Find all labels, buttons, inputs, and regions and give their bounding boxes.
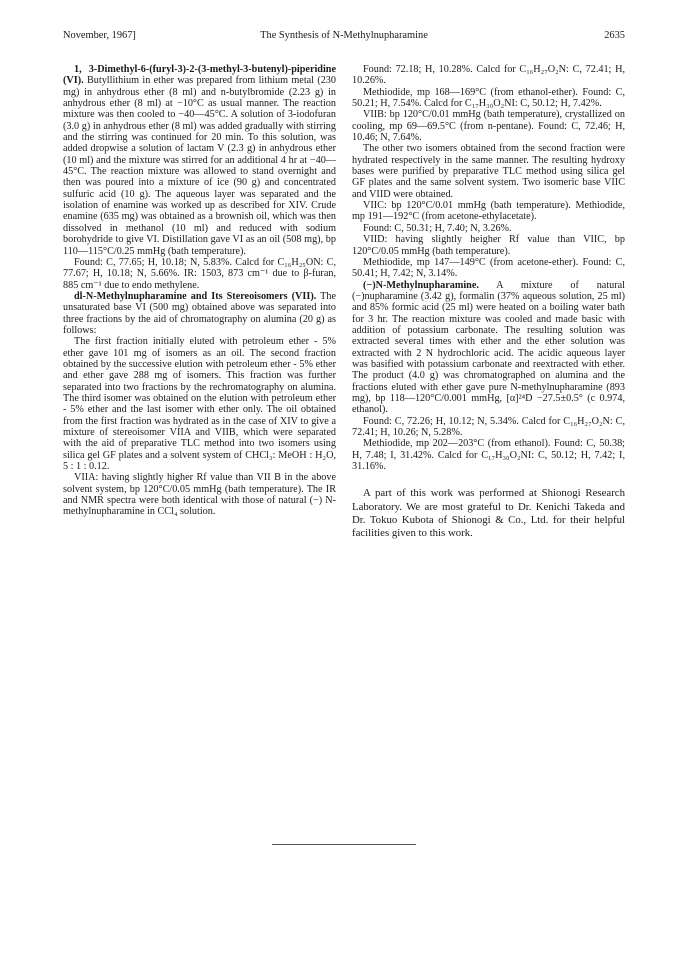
paragraph-text: The unsaturated base VI (500 mg) obtained above was separated into three fractions by the aid of chromatography on alumina (20 g) as follows: <box>63 290 337 336</box>
paragraph: VIIB: bp 120°C/0.01 mmHg (bath temperature), crystallized on cooling, mp 69—69.5°C (from n-pentane). Found: C, 72.46; H, 10.46; N, 7.64%. <box>352 109 625 144</box>
paragraph: Methiodide, mp 202—203°C (from ethanol). Found: C, 50.38; H, 7.48; I, 31.42%. Calcd for C₁₇H₃₀O₂NI: C, 50.12; H, 7.42; I, 31.16%. <box>352 438 625 473</box>
section-heading: (−)N-Methylnupharamine. <box>363 279 479 291</box>
header-date: November, 1967] <box>63 30 136 41</box>
paragraph: Found: 72.18; H, 10.28%. Calcd for C₁₆H₂₇O₂N: C, 72.41; H, 10.26%. <box>352 64 625 87</box>
paragraph-text: A mixture of natural (−)nupharamine (3.42 g), formalin (37% aqueous solution, 25 ml) and 85% formic acid (25 ml) were heated on a boiling water bath for 3 hr. The reaction mixture was cooled and made basic with addition of potassium carbonate. The resulting solution was extracted several times with ether and the ether solution was extracted with 2 N hydrochloric acid. The acidic aqueous layer was basified with potassium carbonate and reextracted with ether. The product (4.0 g) was chromatographed on alumina and the fractions eluted with ether gave pure N-methylnupharamine (893 mg), bp 118—120°C/0.001 mmHg, [α]²⁴D −27.5±0.5° (c 0.974, ethanol). <box>352 279 625 416</box>
section-paragraph <box>63 64 336 257</box>
left-column <box>63 64 336 518</box>
acknowledgement: A part of this work was performed at Shionogi Research Laboratory. We are most grateful to Dr. Kenichi Takeda and Dr. Tokuo Kubota of Shionogi & Co., Ltd. for their helpful facilities given to this work. <box>352 487 625 539</box>
header-title: The Synthesis of N-Methylnupharamine <box>260 30 428 41</box>
section-paragraph <box>63 291 336 336</box>
paragraph: VIID: having slightly heigher Rf value than VIIC, bp 120°C/0.05 mmHg (bath temperature). <box>352 234 625 257</box>
paragraph: The first fraction initially eluted with petroleum ether - 5% ether gave 101 mg of isomers as an oil. The second fraction obtained by the successive elution with petroleum ether - 5% ether and ether gave 288 mg of isomers. This fraction was further separated into two fractions by the rechromatography on alumina. The third isomer was obtained on the elution with petroleum ether - 5% ether and the last isomer with ether only. The oil obtained from the first fraction was hydrated as in the case of XIV to give a mixture of stereoisomer VIIA and VIIB, which were separated with the aid of preparative TLC method into two isomers using silica gel GF plates and a solvent system of CHCl₃: MeOH : H₂O, 5 : 1 : 0.12. <box>63 336 336 473</box>
section-heading: dl-N-Methylnupharamine and Its Stereoisomers (VII). <box>74 290 317 302</box>
paragraph: Found: C, 77.65; H, 10.18; N, 5.83%. Calcd for C₁₆H₂₅ON: C, 77.67; H, 10.18; N, 5.66%. IR: 1503, 873 cm⁻¹ due to β-furan, 885 cm⁻¹ due to endo methylene. <box>63 256 336 291</box>
right-column <box>352 64 625 540</box>
paragraph: Methiodide, mp 147—149°C (from acetone-ether). Found: C, 50.41; H, 7.42; N, 3.14%. <box>352 256 625 280</box>
running-header <box>63 30 625 44</box>
paragraph: Found: C, 72.26; H, 10.12; N, 5.34%. Calcd for C₁₆H₂₇O₂N: C, 72.41; H, 10.26; N, 5.28%. <box>352 415 625 438</box>
section-paragraph <box>352 280 625 416</box>
paragraph: VIIC: bp 120°C/0.01 mmHg (bath temperature). Methiodide, mp 191—192°C (from acetone-ethylacetate). <box>352 200 625 223</box>
section-heading: 1, 3-Dimethyl-6-(furyl-3)-2-(3-methyl-3-butenyl)-piperidine (VI). <box>63 64 336 87</box>
paragraph: Methiodide, mp 168—169°C (from ethanol-ether). Found: C, 50.21; H, 7.54%. Calcd for C₁₇H₃₀O₂NI: C, 50.12; H, 7.42%. <box>352 86 625 110</box>
end-rule <box>272 844 416 845</box>
paragraph-text: Butyllithium in ether was prepared from lithium metal (230 mg) in anhydrous ether (8 ml) and n-butylbromide (2.23 g) in anhydrous ether (8 ml) at −10°C as usual manner. The reaction mixture was then cooled to −40—45°C. A solution of 3-iodofuran (3.0 g) in anhydrous ether (8 ml) was added gradually with stirring and the stirring was continued for 20 min. To this solution, was added dropwise a solution of lactam V (2.3 g) in anhydrous ether (10 ml) and the mixture was stirred for an additional 4 hr at −40—45°C. The reaction mixture was allowed to stand overnight and then was poured into a mixture of ice (90 g) and concentrated sulfuric acid (10 g). The aqueous layer was separated and the isolation of enamine was worked up as described for XIV. Crude enamine (635 mg) was obtained as a brownish oil, which was then dissolved in methanol (10 ml) and reduced with sodium borohydride to give VI. Distillation gave VI as an oil (508 mg), bp 110—115°C/0.25 mmHg (bath temperature). <box>63 75 336 257</box>
paragraph: The other two isomers obtained from the second fraction were hydrated respectively in the same manner. The resulting hydroxy bases were purified by preparative TLC method using silica gel GF plates and the same solvent system. Two isomeric base VIIC and VIID were obtained. <box>352 143 625 200</box>
paragraph: Found: C, 50.31; H, 7.40; N, 3.26%. <box>363 222 512 234</box>
page-number: 2635 <box>604 30 625 41</box>
paragraph: VIIA: having slightly higher Rf value than VII B in the above solvent system, bp 120°C/0.05 mmHg (bath temperature). The IR and NMR spectra were both identical with those of natural (−) N-methylnupharamine in CCl₄ solution. <box>63 472 336 518</box>
